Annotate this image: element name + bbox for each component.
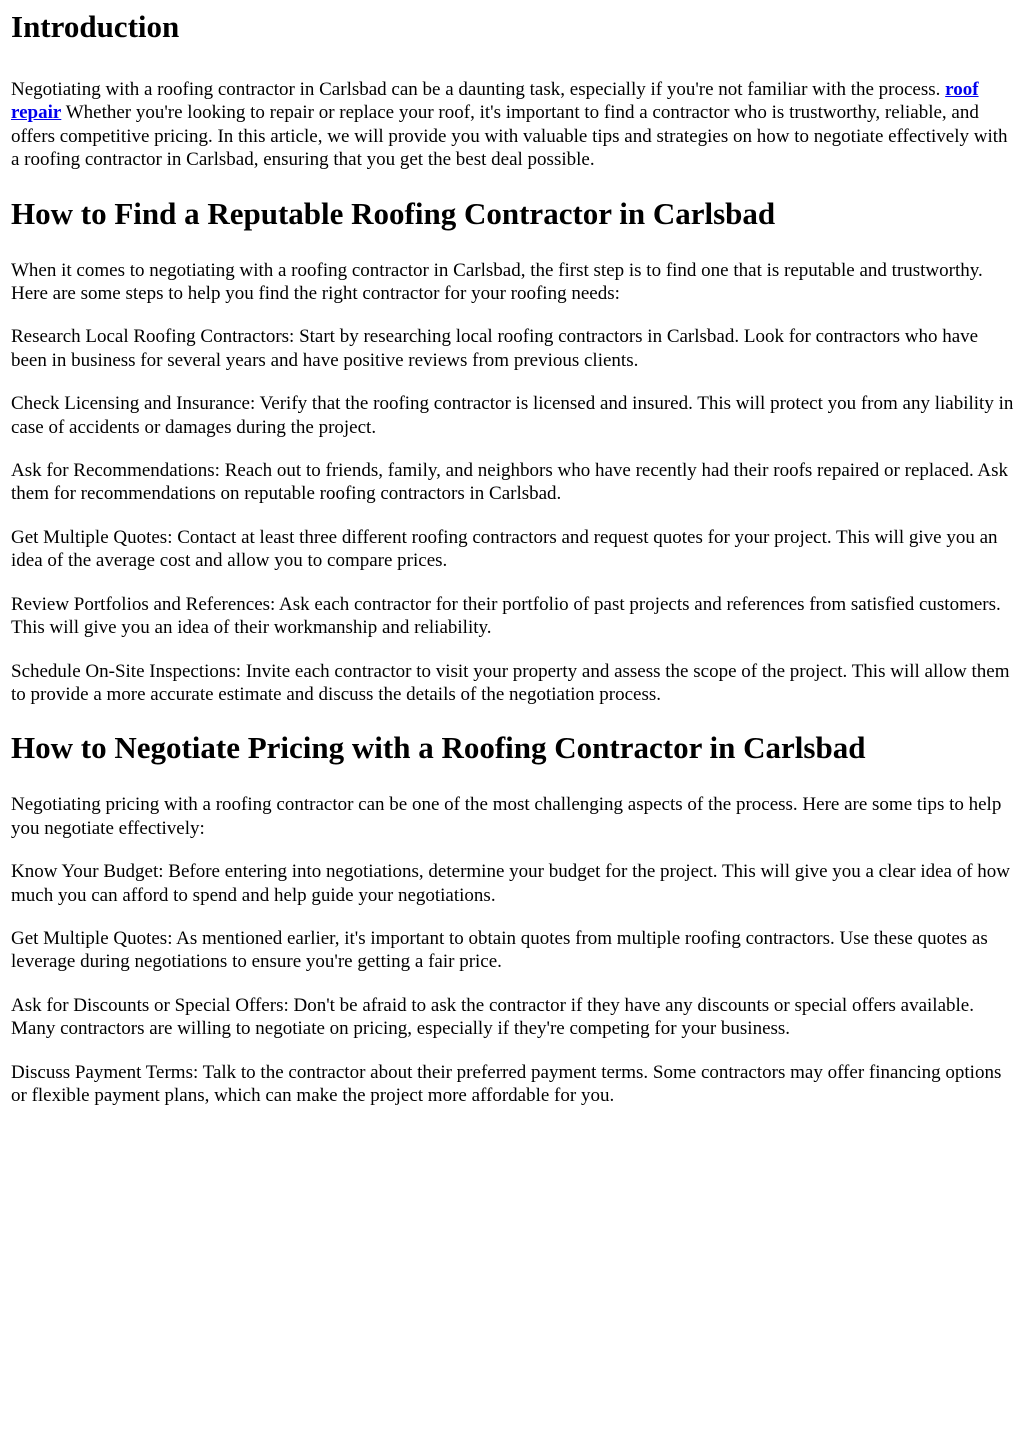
find-step-quotes: Get Multiple Quotes: Contact at least three different roofing contractors and request quotes for your project. This will give you an idea of the average cost and allow you to compare prices. <box>11 526 998 572</box>
find-step-research: Research Local Roofing Contractors: Start by researching local roofing contractors in Carlsbad. Look for contractors who have been in business for several years and have positive reviews from previous clients. <box>11 326 979 371</box>
roof-repair-link[interactable]: roof repair <box>11 79 979 124</box>
intro-text-after-link: Whether you're looking to repair or replace your roof, it's important to find a contractor who is trustworthy, reliable, and offers competitive pricing. In this article, we will provide you with valuable tips and strategies on how to negotiate effectively with a roofing contractor in Carlsbad, ensuring that you get the best deal possible. <box>11 102 1008 171</box>
negotiate-intro-paragraph: Negotiating pricing with a roofing contractor can be one of the most challenging aspects of the process. Here are some tips to help you negotiate effectively: <box>11 794 1002 839</box>
negotiate-tip-payment: Discuss Payment Terms: Talk to the contractor about their preferred payment terms. Some contractors may offer financing options or flexible payment plans, which can make the project more affordable for you. <box>11 1061 1002 1106</box>
find-step-portfolios: Review Portfolios and References: Ask each contractor for their portfolio of past projects and references from satisfied customers. This will give you an idea of their workmanship and reliability. <box>11 593 1001 639</box>
negotiate-tip-quotes: Get Multiple Quotes: As mentioned earlier, it's important to obtain quotes from multiple roofing contractors. Use these quotes as leverage during negotiations to ensure you're getting a fair price. <box>11 927 988 973</box>
intro-paragraph <box>11 78 1014 172</box>
find-step-inspections: Schedule On-Site Inspections: Invite each contractor to visit your property and assess the scope of the project. This will allow them to provide a more accurate estimate and discuss the details of the negotiation process. <box>11 660 1010 705</box>
intro-heading: Introduction <box>11 9 180 44</box>
find-contractor-heading: How to Find a Reputable Roofing Contractor in Carlsbad <box>11 195 776 231</box>
negotiate-pricing-heading: How to Negotiate Pricing with a Roofing Contractor in Carlsbad <box>11 730 866 766</box>
find-step-recommendations: Ask for Recommendations: Reach out to friends, family, and neighbors who have recently had their roofs repaired or replaced. Ask them for recommendations on reputable roofing contractors in Carlsbad. <box>11 460 1009 505</box>
find-intro-paragraph: When it comes to negotiating with a roofing contractor in Carlsbad, the first step is to find one that is reputable and trustworthy. Here are some steps to help you find the right contractor for your roofing needs: <box>11 259 983 305</box>
find-step-licensing: Check Licensing and Insurance: Verify that the roofing contractor is licensed and insured. This will protect you from any liability in case of accidents or damages during the project. <box>11 393 1014 438</box>
intro-text-before-link: Negotiating with a roofing contractor in Carlsbad can be a daunting task, especially if you're not familiar with the process. <box>11 79 946 100</box>
negotiate-tip-budget: Know Your Budget: Before entering into negotiations, determine your budget for the project. This will give you a clear idea of how much you can afford to spend and help guide your negotiations. <box>11 861 1011 906</box>
negotiate-tip-discounts: Ask for Discounts or Special Offers: Don't be afraid to ask the contractor if they have any discounts or special offers available. Many contractors are willing to negotiate on pricing, especially if they're competing for your business. <box>11 994 974 1040</box>
